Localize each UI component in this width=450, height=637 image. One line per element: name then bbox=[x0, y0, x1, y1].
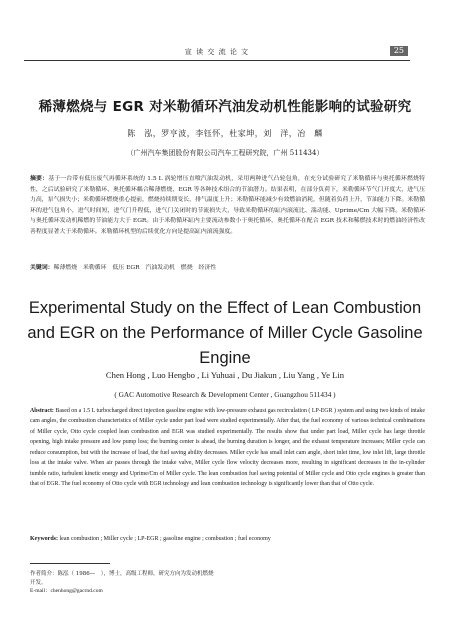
keywords-chinese-label: 关键词： bbox=[30, 265, 54, 271]
keywords-english-label: Keywords: bbox=[30, 536, 58, 542]
footnote-divider bbox=[30, 563, 110, 564]
author-footnote bbox=[30, 570, 425, 596]
authors-chinese: 陈 泓，罗亨波，李钰怀，杜家坤，刘 洋，冶 麟 bbox=[127, 129, 323, 138]
title-english: Experimental Study on the Effect of Lean Combustion and EGR on the Performance of Miller Cycle Gasoline Engine bbox=[27, 299, 423, 367]
keywords-chinese-text: 稀薄燃烧 米勒循环 低压 EGR 汽油发动机 燃烧 经济性 bbox=[53, 265, 217, 271]
footnote-line-2: 开发。 bbox=[30, 579, 47, 586]
keywords-english-text: lean combustion ; Miller cycle ; LP-EGR ; gasoline engine ; combustion ; fuel economy bbox=[58, 536, 271, 542]
abstract-chinese-text: 基于一台带有低压废气再循环系统的 1.5 L 涡轮增压直喷汽油发动机，采用两种进气凸轮包角，在充分试验研究了米勒循环与奥托循环燃烧特性，之后试验研究了米勒循环、奥托循环耦合稀薄燃烧、EGR 等各种技术组合的节油潜力。结果表明，在部分负荷下，米勒循环节气门开度大，进气压力高，泵气损失小；米勒循环燃烧重心提前，燃烧持续期变长，排气温度上升；米勒循环能减少有效燃油消耗，但随着负荷上升，节油能力下降。米勒循环的进气包角小，进气时间短，进气门升程低，进气门关闭时的节流损失大，导致米勒循环的缸内滚流比、湍动能、Uprime/Cm 大幅下降。米勒循环与奥托循环发动机稀燃的节油能力大于 EGR。由于米勒循环缸内主要流动参数小于奥托循环，奥托循环在配合 EGR 技术和稀燃技术时的燃油经济性改善程度显著大于米勒循环。米勒循环机型的后续优化方向是提高缸内滚流强度。 bbox=[30, 176, 425, 235]
keywords-chinese bbox=[30, 262, 425, 271]
journal-name: 宣 读 交 流 论 文 bbox=[184, 48, 250, 56]
abstract-chinese bbox=[30, 174, 425, 238]
abstract-english-text: Based on a 1.5 L turbocharged direct injection gasoline engine with low-pressure exhaust gas recirculation ( LP-EGR ) system and using two kinds of intake cam angles, the combustion characteristics of Miller cycle under part load were studied experimentally. After that, the fuel economy of various technical combinations of Miller cycle, Otto cycle coupled lean combustion and EGR was studied experimentally. The results show that under part load, Miller cycle has large throttle opening, high intake pressure and low pump loss; the burning center is ahead, the burning duration is longer, and the exhaust temperature increases; Miller cycle can reduce consumption, but with the increase of load, the fuel saving ability decreases. Miller cycle has small inlet cam angle, short inlet time, low inlet lift, large throttle loss at the intake valve. When air passes through the intake valve, Miller cycle flow velocity decreases more, resulting in significant decreases in the in-cylinder tumble ratio, turbulent kinetic energy and Uprime/Cm of Miller cycle. The lean combustion fuel saving potential of Miller cycle and Otto cycle engines is greater than that of EGR. The fuel economy of Otto cycle with EGR technology and lean combustion technology is significantly lower than that of Otto cycle. bbox=[30, 408, 425, 488]
footnote-line-1: 作者简介：陈泓（ 1986— ），博士，高级工程师，研究方向为发动机燃烧 bbox=[30, 571, 214, 577]
footnote-email: E-mail：chenhong@gacrnd.com bbox=[30, 588, 103, 594]
authors-english: Chen Hong , Luo Hengbo , Li Yuhuai , Du Jiakun , Liu Yang , Ye Lin bbox=[105, 370, 345, 380]
title-chinese: 稀薄燃烧与 EGR 对米勒循环汽油发动机性能影响的试验研究 bbox=[38, 99, 412, 115]
keywords-english bbox=[30, 536, 425, 542]
page-number: 25 bbox=[390, 46, 408, 56]
running-header bbox=[24, 46, 410, 61]
abstract-english-label: Abstract: bbox=[30, 408, 54, 414]
abstract-english bbox=[30, 406, 425, 490]
affiliation-chinese: （广州汽车集团股份有限公司汽车工程研究院，广州 511434） bbox=[126, 149, 324, 157]
abstract-chinese-label: 摘要： bbox=[30, 176, 49, 182]
affiliation-english: ( GAC Automotive Research & Development Center , Guangzhou 511434 ) bbox=[114, 390, 336, 399]
